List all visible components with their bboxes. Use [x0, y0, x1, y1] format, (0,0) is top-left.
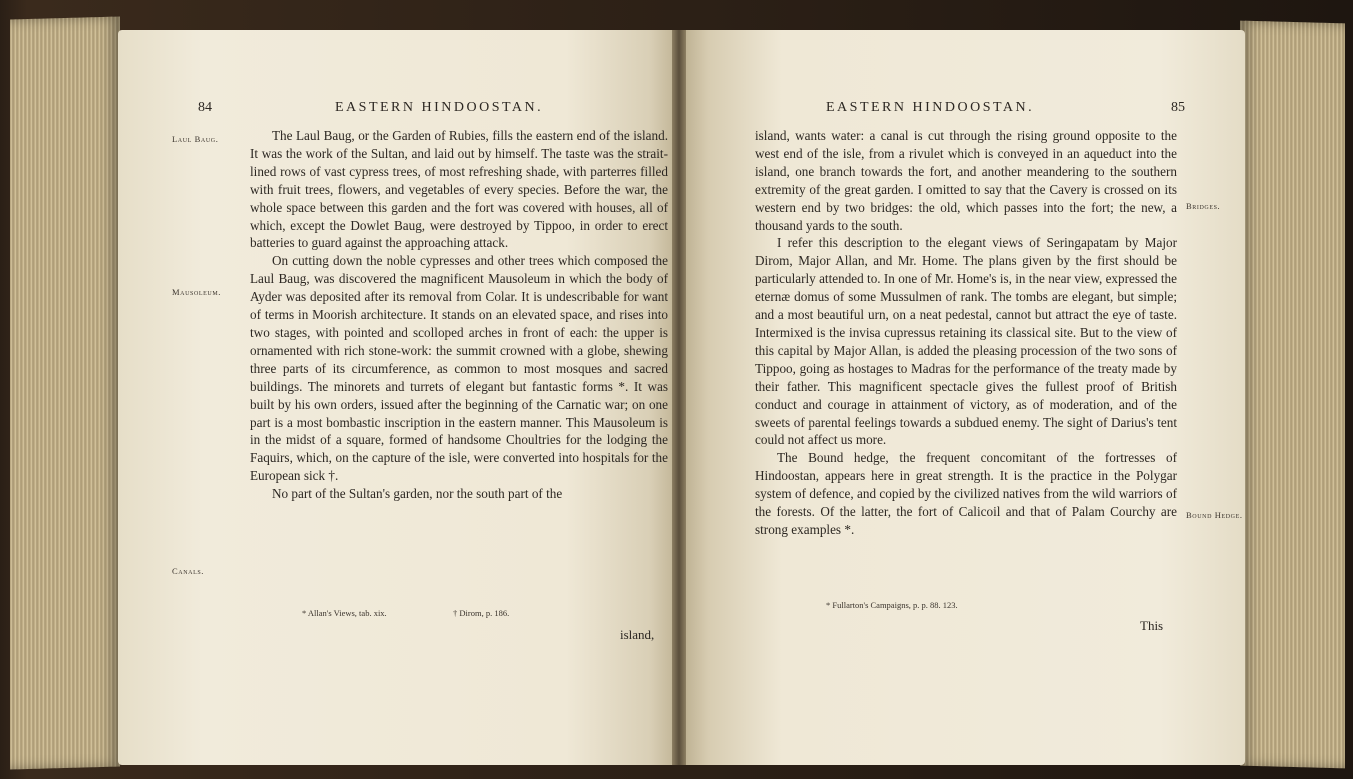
left-page-edges [10, 17, 120, 770]
paragraph-mausoleum: On cutting down the noble cypresses and other trees which composed the Laul Baug, was discovered the magnificent Mausoleum in which the body of Ayder was deposited after its removal from Colar. It is undescribable for want of terms in Moorish architecture. It stands on an elevated space, and rises into two stages, with pointed and scolloped arches in front of each: the upper is ornamented with rich stone-work: the summit crowned with a globe, shewing three parts of its circumference, as common to most mosques and sacred buildings. The minorets and turrets of elegant but fantastic forms *. It was built by his own orders, issued after the beginning of the Carnatic war; on one part is a most bombastic inscription in the eastern manner. This Mausoleum is in the midst of a square, formed of handsome Choultries for the lodging the Faquirs, which, on the capture of the isle, were converted into hospitals for the European sick †. [250, 253, 668, 484]
paragraph-island-water: island, wants water: a canal is cut through the rising ground opposite to the west end of the isle, from a rivulet which is conveyed in an aqueduct into the island, one branch towards the fort, and another meandering to the southern extremity of the great garden. I omitted to say that the Cavery is crossed on its western end by two bridges: the old, which passes into the fort; the new, a thousand yards to the south. [755, 128, 1177, 233]
right-running-header: EASTERN HINDOOSTAN. [826, 100, 1035, 115]
right-page-edges [1240, 21, 1345, 769]
paragraph-views: I refer this description to the elegant views of Seringapatam by Major Dirom, Major Allan, and Mr. Home. The plans given by the first should be particularly attended to. In one of Mr. Home's is, in the near view, expressed the eternæ domus of some Mussulmen of rank. The tombs are elegant, but simple; and a most beautiful urn, on a neat pedestal, cannot but attract the eye of taste. Intermixed is the invisa cupressus retaining its classical site. But to the view of this capital by Major Allan, is added the pleasing procession of the two sons of Tippoo, going as hostages to Madras for the performance of the treaty made by their father. This magnificent spectacle gives the fullest proof of British conduct and courage in attainment of victory, as of moderation, and of the sweets of parental feelings towards a subdued enemy. The sight of Darius's tent could not affect us more. [755, 235, 1177, 448]
footnote-dirom: † Dirom, p. 186. [453, 608, 510, 618]
margin-note-mausoleum: Mausoleum. [172, 287, 222, 297]
margin-note-laul-baug: Laul Baug. [172, 134, 219, 144]
right-page-number: 85 [1171, 100, 1185, 115]
footnote-fullarton: * Fullarton's Campaigns, p. p. 88. 123. [826, 600, 958, 610]
margin-note-bound-hedge: Bound Hedge. [1186, 510, 1243, 520]
left-page-body [250, 127, 668, 503]
paragraph-laul-baug: The Laul Baug, or the Garden of Rubies, fills the eastern end of the island. It was the work of the Sultan, and laid out by himself. The taste was the strait-lined rows of vast cypress trees, of most refreshing shade, with parterres filled with fruit trees, flowers, and vegetables of every species. Before the war, the whole space between this garden and the fort was covered with houses, all of which, except the Dowlet Baug, were destroyed by Tippoo, in order to erect batteries to guard against the approaching attack. [250, 128, 668, 251]
left-page-number: 84 [198, 100, 212, 115]
paragraph-canals: No part of the Sultan's garden, nor the south part of the [272, 486, 563, 502]
margin-note-canals: Canals. [172, 566, 204, 576]
left-catchword: island, [620, 627, 655, 642]
right-page-body [755, 127, 1177, 539]
left-running-header: EASTERN HINDOOSTAN. [335, 100, 544, 115]
book-gutter [672, 30, 686, 765]
right-catchword: This [1140, 618, 1164, 633]
paragraph-bound-hedge: The Bound hedge, the frequent concomitant of the fortresses of Hindoostan, appears here in great strength. It is the practice in the Polygar system of defence, and copied by the civilized natives from the wild warriors of the forests. Of the latter, the fort of Calicoil and that of Palam Courchy are strong examples *. [755, 450, 1177, 537]
footnote-allan: * Allan's Views, tab. xix. [302, 608, 387, 618]
margin-note-bridges: Bridges. [1186, 201, 1221, 211]
